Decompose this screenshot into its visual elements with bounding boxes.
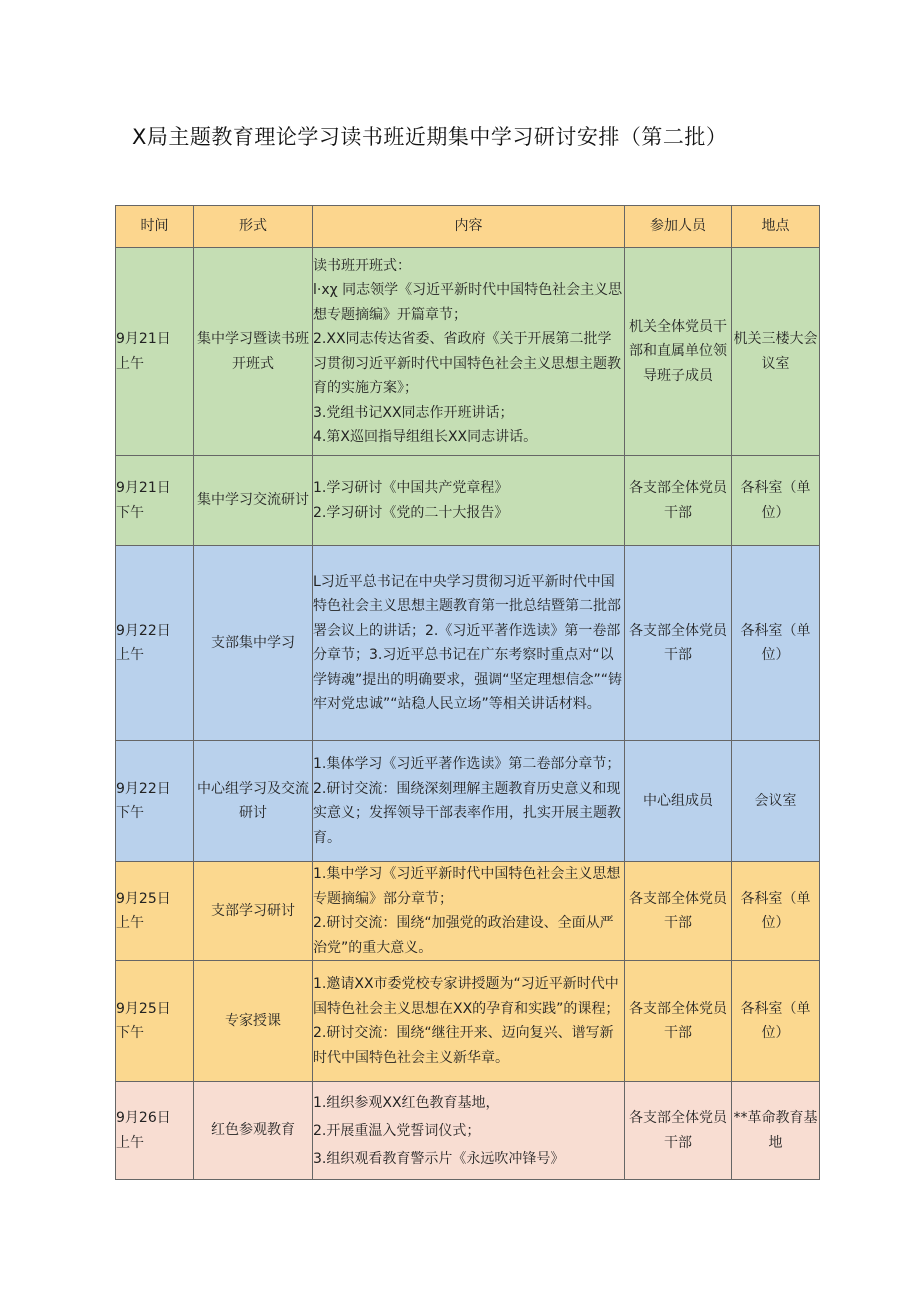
form-cell: 支部学习研讨 [194, 862, 313, 961]
content-line: 1.邀请XX市委党校专家讲授题为“习近平新时代中国特色社会主义思想在XX的孕育和实践”的课程； [313, 976, 620, 1017]
time-cell [116, 546, 194, 741]
table-row [116, 248, 820, 456]
time-cell [116, 456, 194, 546]
content-cell [313, 862, 625, 961]
date-text: 9月26日 [116, 1110, 171, 1126]
place-cell: 各科室（单位） [732, 862, 820, 961]
table-row [116, 456, 820, 546]
participants-cell: 各支部全体党员干部 [625, 961, 732, 1082]
table-row [116, 862, 820, 961]
content-line: 2.开展重温入党誓词仪式； [313, 1122, 481, 1139]
period-text: 上午 [116, 355, 144, 372]
period-text: 下午 [116, 805, 144, 821]
table-row [116, 546, 820, 741]
content-line: 1.集体学习《习近平著作选读》第二卷部分章节； [313, 756, 621, 772]
content-line: 1.组织参观XX红色教育基地， [313, 1094, 500, 1111]
table-row [116, 741, 820, 862]
content-line: 2.研讨交流：围绕“加强党的政治建设、全面从严治党”的重大意义。 [313, 915, 614, 956]
content-line: 2.学习研讨《党的二十大报告》 [313, 504, 509, 521]
form-cell: 支部集中学习 [194, 546, 313, 741]
content-line: 3.组织观看教育警示片《永远吹冲锋号》 [313, 1150, 565, 1167]
place-cell: 各科室（单位） [732, 546, 820, 741]
form-cell: 红色参观教育 [194, 1082, 313, 1180]
period-text: 上午 [116, 647, 144, 663]
place-cell: 机关三楼大会议室 [732, 248, 820, 456]
form-cell: 专家授课 [194, 961, 313, 1082]
content-line: 1.学习研讨《中国共产党章程》 [313, 480, 509, 496]
table-row [116, 961, 820, 1082]
participants-cell: 各支部全体党员干部 [625, 456, 732, 546]
content-cell [313, 741, 625, 862]
form-cell: 集中学习交流研讨 [194, 456, 313, 546]
content-cell [313, 456, 625, 546]
header-form: 形式 [194, 206, 313, 248]
participants-cell: 中心组成员 [625, 741, 732, 862]
period-text: 下午 [116, 1025, 144, 1041]
content-cell [313, 248, 625, 456]
period-text: 上午 [116, 1134, 144, 1151]
header-participants: 参加人员 [625, 206, 732, 248]
content-line: 3.党组书记XX同志作开班讲话； [313, 404, 514, 421]
date-text: 9月25日 [116, 1000, 171, 1017]
participants-cell: 各支部全体党员干部 [625, 862, 732, 961]
content-cell [313, 546, 625, 741]
time-cell [116, 961, 194, 1082]
form-cell: 集中学习暨读书班开班式 [194, 248, 313, 456]
content-line: L习近平总书记在中央学习贯彻习近平新时代中国特色社会主义思想主题教育第一批总结暨第二批部署会议上的讲话；2.《习近平著作选读》第一卷部分章节；3.习近平总书记在广东考察时重点对“以学铸魂”提出的明确要求，强调“坚定理想信念”“铸牢对党忠诚”“站稳人民立场”等相关讲话材料。 [313, 573, 623, 712]
header-time: 时间 [116, 206, 194, 248]
time-cell [116, 1082, 194, 1180]
date-text: 9月22日 [116, 622, 171, 639]
period-text: 下午 [116, 504, 144, 521]
place-cell: 各科室（单位） [732, 961, 820, 1082]
content-line: 读书班开班式： [313, 257, 411, 274]
period-text: 上午 [116, 915, 144, 931]
content-line: 2.研讨交流：围绕“继往开来、迈向复兴、谱写新时代中国特色社会主义新华章。 [313, 1025, 614, 1066]
page-title: X局主题教育理论学习读书班近期集中学习研讨安排（第二批） [132, 125, 728, 149]
date-text: 9月21日 [116, 331, 171, 347]
place-cell: **革命教育基地 [732, 1082, 820, 1180]
participants-cell: 各支部全体党员干部 [625, 546, 732, 741]
content-line: 2.XX同志传达省委、省政府《关于开展第二批学习贯彻习近平新时代中国特色社会主义思想主题教育的实施方案》； [313, 331, 621, 396]
header-content: 内容 [313, 206, 625, 248]
place-cell: 会议室 [732, 741, 820, 862]
table-header-row [116, 206, 820, 248]
header-place: 地点 [732, 206, 820, 248]
time-cell [116, 248, 194, 456]
content-line: 4.第X巡回指导组组长XX同志讲话。 [313, 429, 538, 445]
schedule-table [115, 205, 820, 1180]
time-cell [116, 741, 194, 862]
table-row [116, 1082, 820, 1180]
participants-cell: 各支部全体党员干部 [625, 1082, 732, 1180]
date-text: 9月22日 [116, 780, 171, 797]
content-line: 1.集中学习《习近平新时代中国特色社会主义思想专题摘编》部分章节； [313, 866, 621, 907]
place-cell: 各科室（单位） [732, 456, 820, 546]
content-line: 2.研讨交流：围绕深刻理解主题教育历史意义和现实意义；发挥领导干部表率作用，扎实开展主题教育。 [313, 780, 621, 846]
content-cell [313, 961, 625, 1082]
date-text: 9月21日 [116, 480, 171, 496]
participants-cell: 机关全体党员干部和直属单位领导班子成员 [625, 248, 732, 456]
form-cell: 中心组学习及交流研讨 [194, 741, 313, 862]
content-cell [313, 1082, 625, 1180]
date-text: 9月25日 [116, 890, 171, 907]
content-line: l·xχ 同志领学《习近平新时代中国特色社会主义思想专题摘编》开篇章节； [313, 282, 623, 323]
time-cell [116, 862, 194, 961]
